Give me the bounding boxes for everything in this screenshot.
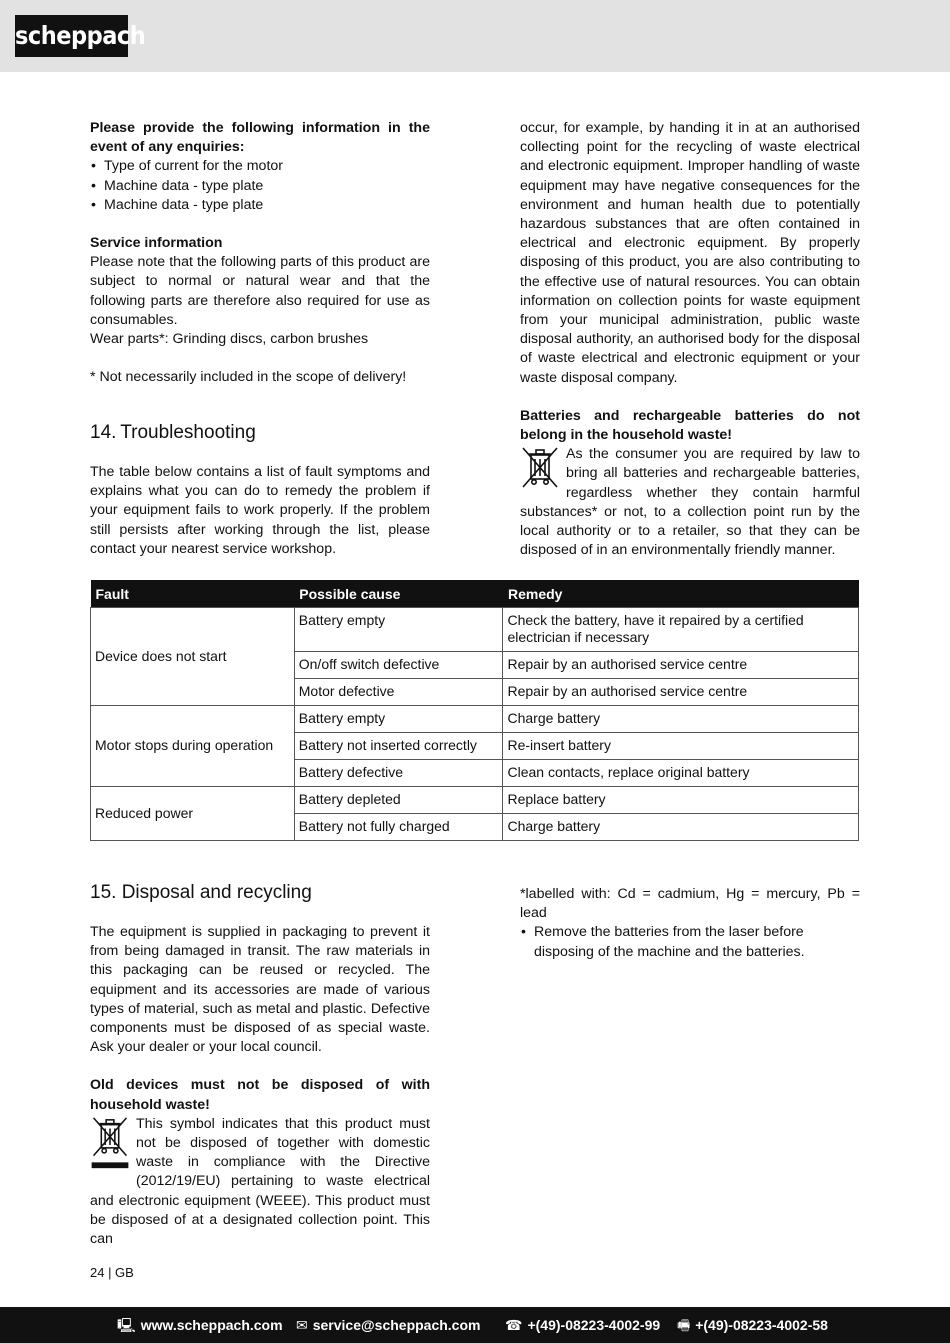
remedy-cell: Clean contacts, replace original battery xyxy=(503,760,859,787)
cause-cell: Battery empty xyxy=(294,608,503,652)
footer-email[interactable] xyxy=(296,1307,480,1343)
phone-icon: ☎ xyxy=(505,1317,523,1333)
cause-cell: On/off switch defective xyxy=(294,652,503,679)
left-column-top xyxy=(90,119,430,387)
remedy-cell: Repair by an authorised service centre xyxy=(503,652,859,679)
troubleshooting-text: The table below contains a list of fault symptoms and explains what you can do to remedy the problem if your equipment fails to work properly. If the problem still persists after working through the list, please contact your nearest service workshop. xyxy=(90,464,430,557)
table-row xyxy=(91,787,859,814)
batteries-text: As the consumer you are required by law to bring all batteries and rechargeable batteries, regardless whether they contain harmful substances* or not, to a collection point run by the local authority or to a retailer, so that they can be disposed of in an environmentally friendly manner. xyxy=(520,446,860,559)
batteries-heading: Batteries and rechargeable batteries do not belong in the household waste! xyxy=(520,407,860,444)
remedy-cell: Charge battery xyxy=(503,706,859,733)
troubleshooting-intro xyxy=(90,463,430,559)
header-fault: Fault xyxy=(91,580,295,608)
remedy-cell: Check the battery, have it repaired by a certified electrician if necessary xyxy=(503,608,859,652)
enquiry-list xyxy=(90,157,430,215)
fault-cell: Device does not start xyxy=(91,608,295,706)
list-item: • Machine data - type plate xyxy=(90,196,430,215)
weee-paragraph xyxy=(90,1115,430,1249)
disposal-continued-text: occur, for example, by handing it in at an authorised collecting point for the recycling of waste electrical and electronic equipment. Improper handling of waste equipment may have negative consequences for the environment and human health due to potentially hazardous substances that are often contained in electrical and electronic equipment. By properly disposing of this product, you are also contributing to the effective use of natural resources. You can obtain information on collection points for waste equipment from your municipal administration, public waste disposal authority, an authorised body for the disposal of waste electrical and electronic equipment or your waste disposal company. xyxy=(520,120,860,386)
old-devices-heading: Old devices must not be disposed of with household waste! xyxy=(90,1077,430,1113)
cause-cell: Battery not fully charged xyxy=(294,814,503,841)
enquiry-heading: Please provide the following information in the event of any enquiries: xyxy=(90,120,430,156)
labelled-text: *labelled with: Cd = cadmium, Hg = mercury, Pb = lead xyxy=(520,886,860,922)
disposal-title: 15. Disposal and recycling xyxy=(90,882,312,903)
right-column-bottom xyxy=(520,885,860,962)
table-row xyxy=(91,608,859,652)
footer-phone-number: +(49)-08223-4002-99 xyxy=(527,1317,661,1333)
table-row xyxy=(91,706,859,733)
list-item: • Type of current for the motor xyxy=(90,157,430,176)
mail-icon: ✉ xyxy=(296,1317,308,1333)
cause-cell: Battery depleted xyxy=(294,787,503,814)
footer-web[interactable] xyxy=(117,1307,283,1343)
header-band xyxy=(0,0,950,72)
weee-bin-icon xyxy=(90,1115,130,1173)
fax-icon: 🖷 xyxy=(677,1317,691,1333)
packaging-text: The equipment is supplied in packaging to prevent it from being damaged in transit. The raw materials in this packaging can be reused or recycled. The equipment and its accessories are made of various types of material, such as metal and plastic. Defective components must be disposed of as special waste. Ask your dealer or your local council. xyxy=(90,924,430,1056)
wear-parts: Wear parts*: Grinding discs, carbon brushes xyxy=(90,331,369,348)
troubleshooting-table xyxy=(90,580,859,841)
remedy-cell: Repair by an authorised service centre xyxy=(503,679,859,706)
crossed-bin-icon xyxy=(520,445,560,497)
remedy-cell: Charge battery xyxy=(503,814,859,841)
remedy-cell: Re-insert battery xyxy=(503,733,859,760)
left-column-bottom xyxy=(90,923,430,1249)
cause-cell: Motor defective xyxy=(294,679,503,706)
cause-cell: Battery not inserted correctly xyxy=(294,733,503,760)
weee-text: This symbol indicates that this product must not be disposed of together with domestic waste in compliance with the Directive (2012/19/EU) pertaining to waste electrical and electronic equipment (WEEE). This product must be disposed of at a designated collection point. This can xyxy=(90,1115,430,1248)
page-number: 24 | GB xyxy=(90,1265,134,1280)
header-cause: Possible cause xyxy=(294,580,503,608)
footnote: * Not necessarily included in the scope of delivery! xyxy=(90,369,407,386)
footer-email-link[interactable]: service@scheppach.com xyxy=(312,1317,481,1333)
footer-band xyxy=(0,1307,950,1343)
service-text: Please note that the following parts of this product are subject to normal or natural wear and that the following parts are therefore also required for use as consumables. xyxy=(90,254,430,328)
fault-cell: Motor stops during operation xyxy=(91,706,295,787)
service-heading: Service information xyxy=(90,235,223,252)
brand-logo: scheppach xyxy=(15,15,128,57)
computer-icon: 🖳 xyxy=(117,1317,136,1333)
troubleshooting-title: 14. Troubleshooting xyxy=(90,422,256,443)
batteries-paragraph xyxy=(520,445,860,560)
cause-cell: Battery defective xyxy=(294,760,503,787)
footer-web-link[interactable]: www.scheppach.com xyxy=(140,1317,283,1333)
cause-cell: Battery empty xyxy=(294,706,503,733)
header-remedy: Remedy xyxy=(503,580,859,608)
list-item: • Remove the batteries from the laser before disposing of the machine and the batteries. xyxy=(520,923,860,961)
fault-cell: Reduced power xyxy=(91,787,295,841)
right-column-top xyxy=(520,119,860,560)
footer-fax-number: +(49)-08223-4002-58 xyxy=(695,1317,828,1333)
table-header-row xyxy=(91,580,859,608)
footer-phone xyxy=(505,1307,660,1343)
footer-fax xyxy=(677,1307,828,1343)
remove-list xyxy=(520,923,860,961)
list-item: • Machine data - type plate xyxy=(90,177,430,196)
remedy-cell: Replace battery xyxy=(503,787,859,814)
